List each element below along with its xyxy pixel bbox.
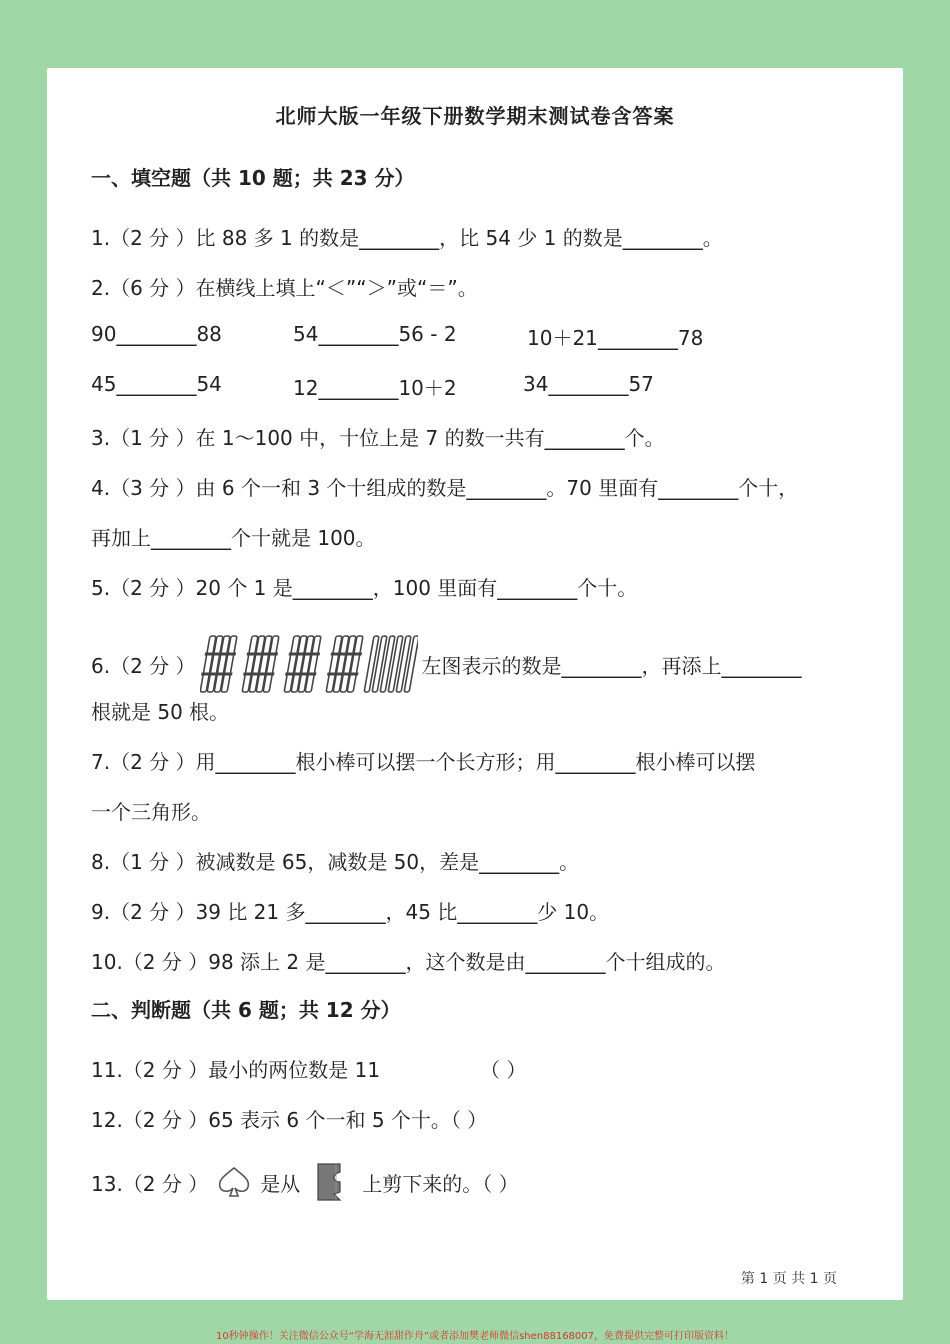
spade-shape-icon [214,1164,254,1200]
question-13-prefix: 13.（2 分 ） [91,1171,209,1196]
question-13 [91,1160,519,1204]
question-6 [91,632,802,696]
question-1: 1.（2 分 ）比 88 多 1 的数是________，比 54 少 1 的数是________。 [91,226,723,250]
question-11-answer-paren: （ ） [480,1058,527,1082]
question-4-line-2: 再加上________个十就是 100。 [91,526,376,550]
cut-paper-icon [314,1160,354,1204]
question-12: 12.（2 分 ）65 表示 6 个一和 5 个十。（ ） [91,1108,488,1132]
question-3: 3.（1 分 ）在 1～100 中，十位上是 7 的数一共有________个。 [91,426,665,450]
section-true-false-heading: 二、判断题（共 6 题；共 12 分） [91,998,401,1022]
page-title: 北师大版一年级下册数学期末测试卷含答案 [275,104,675,128]
compare-item-6: 34________57 [523,372,654,396]
compare-item-2: 54________56 - 2 [293,322,457,346]
question-13-mid: 是从 [260,1171,301,1196]
question-7-line-1: 7.（2 分 ）用________根小棒可以摆一个长方形；用________根小棒可以摆 [91,750,756,774]
section-fill-in-heading: 一、填空题（共 10 题；共 23 分） [91,166,415,190]
stick-bundles-image [200,632,418,696]
question-10: 10.（2 分 ）98 添上 2 是________，这个数是由________个十组成的。 [91,950,726,974]
question-13-text: 上剪下来的。（ ） [362,1171,519,1196]
question-7-line-2: 一个三角形。 [91,800,211,824]
compare-item-3: 10＋21________78 [527,326,704,350]
question-6-line-2: 根就是 50 根。 [91,700,230,724]
compare-item-5: 12________10＋2 [293,376,457,400]
question-9: 9.（2 分 ）39 比 21 多________，45 比________少 10。 [91,900,610,924]
question-8: 8.（1 分 ）被减数是 65，减数是 50，差是________。 [91,850,580,874]
question-5: 5.（2 分 ）20 个 1 是________，100 里面有________个十。 [91,576,638,600]
promo-watermark: 10秒钟操作！关注微信公众号“学海无涯甜作舟”或者添加樊老师微信shen88168007，免费提供完整可打印版资料！ [215,1331,735,1342]
compare-item-4: 45________54 [91,372,222,396]
question-6-text: 左图表示的数是________，再添上________ [421,653,802,678]
page-footer: 第 1 页 共 1 页 [740,1271,837,1287]
compare-item-1: 90________88 [91,322,222,346]
question-4-line-1: 4.（3 分 ）由 6 个一和 3 个十组成的数是________。70 里面有________个十， [91,476,799,500]
question-6-prefix: 6.（2 分 ） [91,653,196,678]
question-11: 11.（2 分 ）最小的两位数是 11 [91,1058,381,1082]
question-2: 2.（6 分 ）在横线上填上“＜”“＞”或“＝”。 [91,276,478,300]
